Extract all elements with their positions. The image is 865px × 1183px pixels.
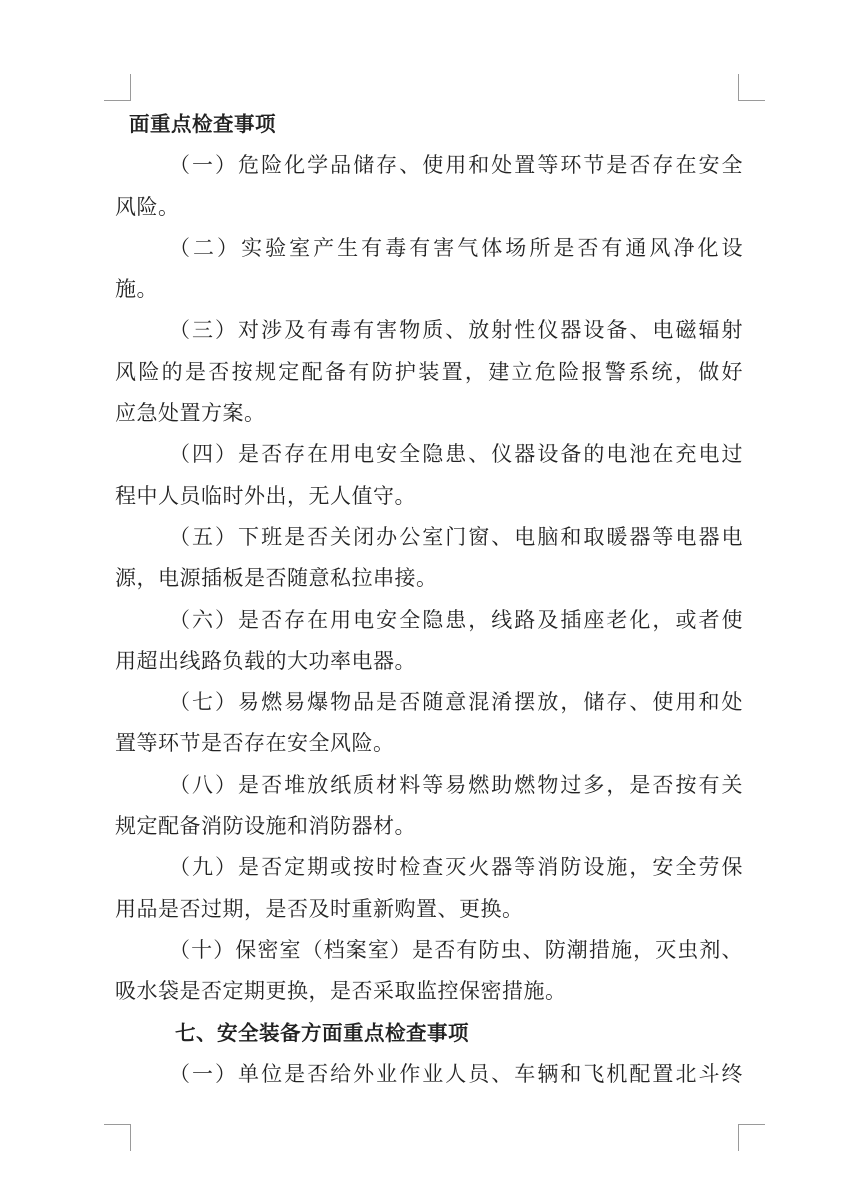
item-4-line-2: 程中人员临时外出，无人值守。: [115, 483, 416, 508]
item-9-line-1: （九）是否定期或按时检查灭火器等消防设施，安全劳保: [169, 855, 743, 880]
item-8-line-1: （八）是否堆放纸质材料等易燃助燃物过多，是否按有关: [169, 772, 743, 797]
crop-mark-top-right: [738, 74, 765, 101]
item-3-line-3: 应急处置方案。: [115, 401, 266, 426]
item-5-line-2: 源，电源插板是否随意私拉串接。: [115, 566, 438, 591]
item-6-line-1: （六）是否存在用电安全隐患，线路及插座老化，或者使: [169, 607, 743, 632]
document-body: [115, 104, 743, 1095]
item-2-line-1: （二）实验室产生有毒有害气体场所是否有通风净化设: [169, 235, 743, 260]
section-7-item-1-line-1: （一）单位是否给外业作业人员、车辆和飞机配置北斗终: [169, 1061, 743, 1086]
item-3-line-2: 风险的是否按规定配备有防护装置，建立危险报警系统，做好: [115, 359, 743, 384]
section-heading-continued: 面重点检查事项: [129, 112, 276, 136]
crop-mark-top-left: [104, 74, 131, 101]
crop-mark-bottom-right: [738, 1124, 765, 1151]
item-7-line-2: 置等环节是否存在安全风险。: [115, 731, 395, 756]
item-10-line-1: （十）保密室（档案室）是否有防虫、防潮措施，灭虫剂、: [169, 937, 743, 962]
item-3-line-1: （三）对涉及有毒有害物质、放射性仪器设备、电磁辐射: [169, 318, 743, 343]
item-8-line-2: 规定配备消防设施和消防器材。: [115, 814, 416, 839]
crop-mark-bottom-left: [104, 1124, 131, 1151]
item-2-line-2: 施。: [115, 277, 158, 302]
section-7-heading: 七、安全装备方面重点检查事项: [175, 1020, 469, 1045]
item-1-line-2: 风险。: [115, 194, 180, 219]
item-4-line-1: （四）是否存在用电安全隐患、仪器设备的电池在充电过: [169, 442, 743, 467]
item-1-line-1: （一）危险化学品储存、使用和处置等环节是否存在安全: [169, 153, 743, 178]
item-6-line-2: 用超出线路负载的大功率电器。: [115, 648, 416, 673]
item-9-line-2: 用品是否过期，是否及时重新购置、更换。: [115, 896, 524, 921]
item-5-line-1: （五）下班是否关闭办公室门窗、电脑和取暖器等电器电: [169, 524, 743, 549]
item-10-line-2: 吸水袋是否定期更换，是否采取监控保密措施。: [115, 979, 567, 1004]
item-7-line-1: （七）易燃易爆物品是否随意混淆摆放，储存、使用和处: [169, 690, 743, 715]
